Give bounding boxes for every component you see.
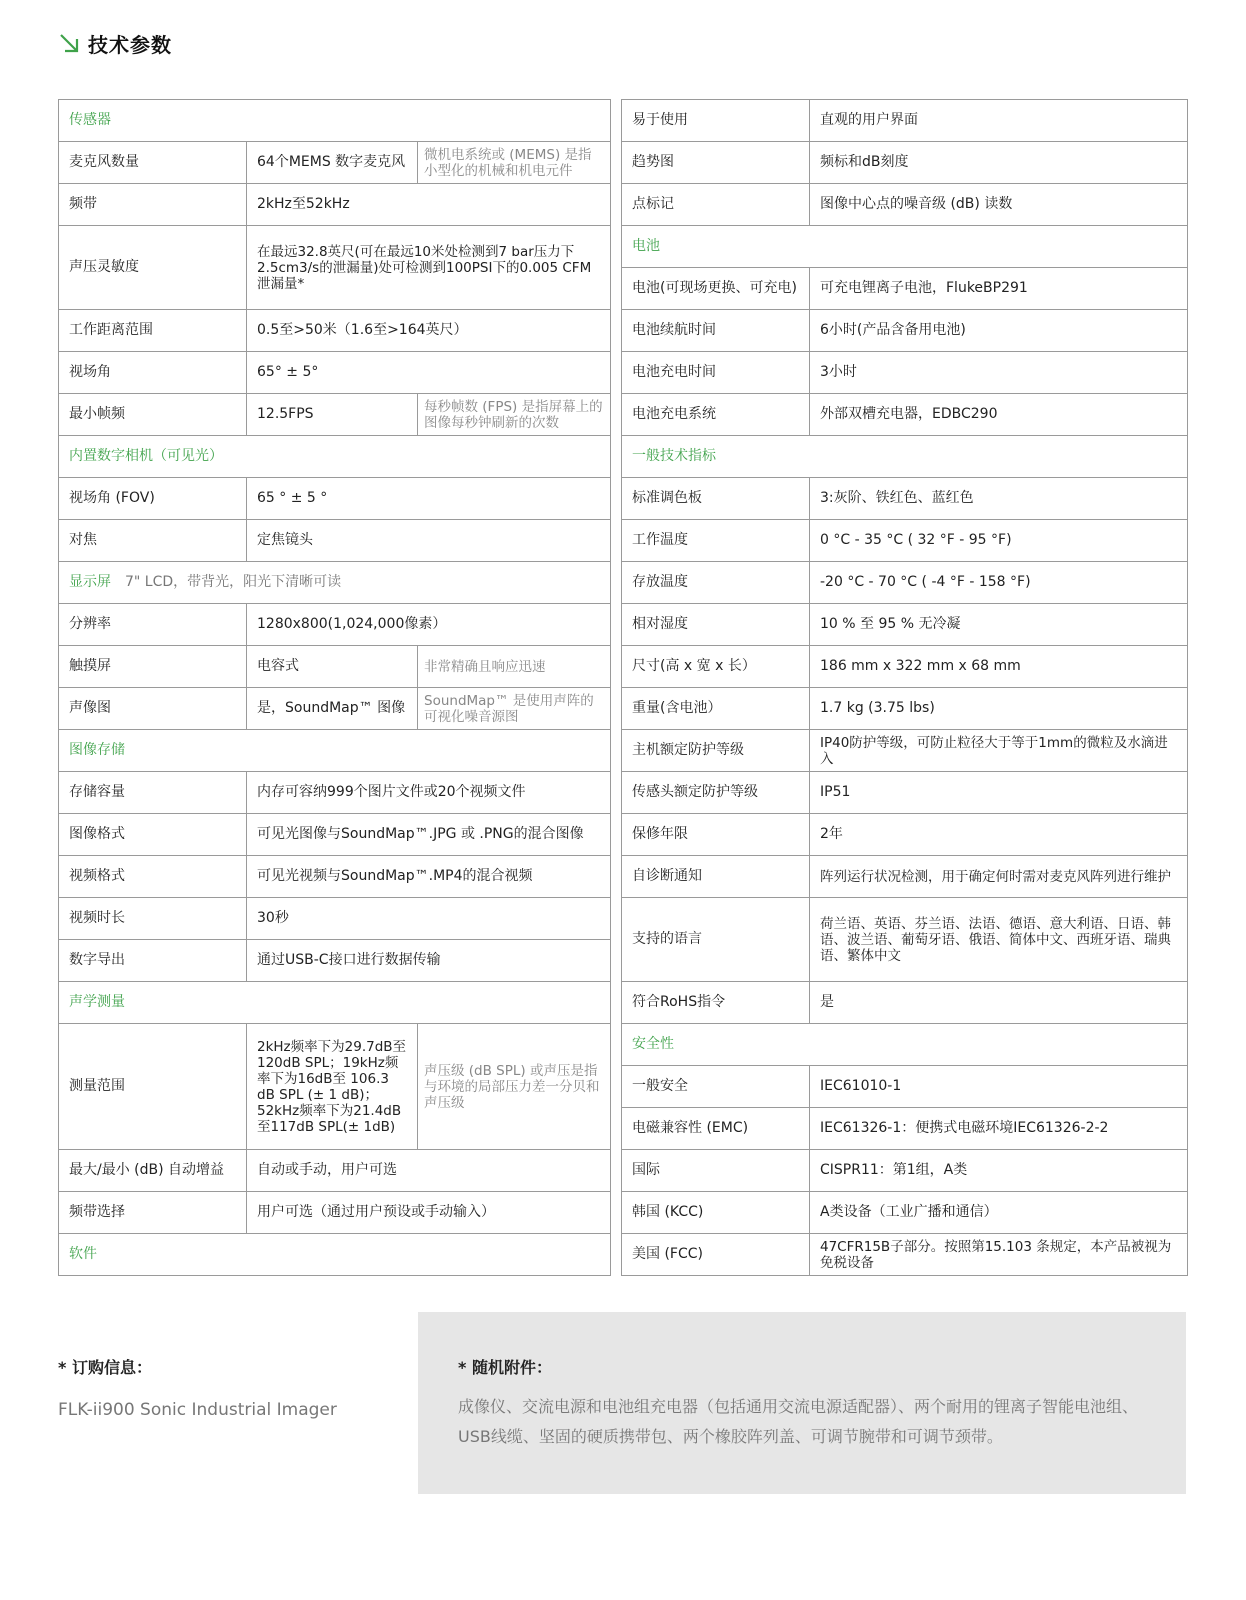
accessories-box	[418, 1312, 1186, 1494]
spec-label: 相对湿度	[622, 604, 810, 646]
section-title	[59, 730, 611, 772]
spec-row	[59, 688, 611, 730]
section-title	[622, 436, 1188, 478]
spec-row	[59, 352, 611, 394]
spec-value: 47CFR15B子部分。按照第15.103 条规定，本产品被视为免税设备	[810, 1234, 1188, 1276]
spec-value: IEC61326-1：便携式电磁环境IEC61326-2-2	[810, 1108, 1188, 1150]
spec-row	[622, 310, 1188, 352]
spec-value: 2kHz至52kHz	[247, 184, 611, 226]
spec-value: 通过USB-C接口进行数据传输	[247, 940, 611, 982]
spec-value: 0.5至>50米（1.6至>164英尺）	[247, 310, 611, 352]
order-model: FLK-ii900 Sonic Industrial Imager	[58, 1400, 337, 1420]
spec-row	[59, 898, 611, 940]
spec-label: 传感头额定防护等级	[622, 772, 810, 814]
accessories-text: 成像仪、交流电源和电池组充电器（包括通用交流电源适配器）、两个耐用的锂离子智能电池组、USB线缆、坚固的硬质携带包、两个橡胶阵列盖、可调节腕带和可调节颈带。	[458, 1397, 1139, 1446]
spec-row	[59, 1024, 611, 1150]
spec-label: 工作距离范围	[59, 310, 247, 352]
spec-value: IEC61010-1	[810, 1066, 1188, 1108]
section-title	[59, 436, 611, 478]
spec-value: 外部双槽充电器，EDBC290	[810, 394, 1188, 436]
section-header	[59, 436, 611, 478]
section-label: 电池	[632, 238, 660, 254]
section-label: 一般技术指标	[632, 448, 716, 464]
spec-label: 标准调色板	[622, 478, 810, 520]
spec-value: A类设备（工业广播和通信）	[810, 1192, 1188, 1234]
spec-label: 测量范围	[59, 1024, 247, 1150]
spec-label: 符合RoHS指令	[622, 982, 810, 1024]
spec-row	[622, 772, 1188, 814]
spec-label: 支持的语言	[622, 898, 810, 982]
spec-row	[622, 898, 1188, 982]
spec-value: 是	[810, 982, 1188, 1024]
spec-value: -20 °C - 70 °C ( -4 °F - 158 °F)	[810, 562, 1188, 604]
section-title	[59, 982, 611, 1024]
spec-value: 可充电锂离子电池，FlukeBP291	[810, 268, 1188, 310]
spec-value: IP40防护等级，可防止粒径大于等于1mm的微粒及水滴进入	[810, 730, 1188, 772]
spec-label: 分辨率	[59, 604, 247, 646]
section-label: 图像存储	[69, 742, 125, 758]
spec-label: 重量(含电池）	[622, 688, 810, 730]
section-title	[59, 100, 611, 142]
spec-value: 可见光视频与SoundMap™.MP4的混合视频	[247, 856, 611, 898]
spec-value: 内存可容纳999个图片文件或20个视频文件	[247, 772, 611, 814]
spec-value: 65 ° ± 5 °	[247, 478, 611, 520]
section-title	[59, 1234, 611, 1276]
spec-row	[622, 478, 1188, 520]
spec-row	[622, 352, 1188, 394]
section-label: 软件	[69, 1246, 97, 1262]
spec-value: 1.7 kg (3.75 lbs)	[810, 688, 1188, 730]
spec-row	[59, 604, 611, 646]
spec-row	[622, 1066, 1188, 1108]
spec-row	[59, 394, 611, 436]
spec-value: 频标和dB刻度	[810, 142, 1188, 184]
spec-row	[622, 730, 1188, 772]
arrow-down-right-icon	[58, 32, 80, 54]
spec-row	[59, 1150, 611, 1192]
spec-row	[622, 604, 1188, 646]
spec-label: 存储容量	[59, 772, 247, 814]
spec-value: 直观的用户界面	[810, 100, 1188, 142]
spec-row	[622, 982, 1188, 1024]
order-info	[58, 1355, 398, 1420]
spec-label: 最大/最小 (dB) 自动增益	[59, 1150, 247, 1192]
spec-label: 频带选择	[59, 1192, 247, 1234]
section-header	[59, 562, 611, 604]
spec-label: 图像格式	[59, 814, 247, 856]
spec-row	[622, 394, 1188, 436]
spec-label: 视场角	[59, 352, 247, 394]
spec-value: 自动或手动，用户可选	[247, 1150, 611, 1192]
spec-value: 0 °C - 35 °C ( 32 °F - 95 °F)	[810, 520, 1188, 562]
accessories-title: * 随机附件：	[458, 1358, 552, 1377]
spec-row	[59, 940, 611, 982]
section-label: 显示屏	[69, 574, 111, 590]
section-header	[622, 1024, 1188, 1066]
spec-label: 视频格式	[59, 856, 247, 898]
spec-label: 点标记	[622, 184, 810, 226]
spec-label: 存放温度	[622, 562, 810, 604]
section-title	[622, 226, 1188, 268]
spec-value: 电容式	[247, 646, 418, 688]
spec-value: 2kHz频率下为29.7dB至120dB SPL；19kHz频率下为16dB至 106.3 dB SPL (± 1 dB)；52kHz频率下为21.4dB至117dB SPL(± 1dB)	[247, 1024, 418, 1150]
spec-row	[59, 772, 611, 814]
section-title	[59, 562, 611, 604]
spec-row	[59, 226, 611, 310]
order-info-title: * 订购信息：	[58, 1358, 152, 1377]
spec-label: 自诊断通知	[622, 856, 810, 898]
spec-label: 麦克风数量	[59, 142, 247, 184]
spec-row	[622, 856, 1188, 898]
spec-note: 声压级 (dB SPL) 或声压是指与环境的局部压力差一分贝和声压级	[418, 1024, 611, 1150]
section-header	[622, 226, 1188, 268]
spec-label: 美国 (FCC)	[622, 1234, 810, 1276]
spec-table-left	[58, 99, 611, 1276]
spec-value: 是，SoundMap™ 图像	[247, 688, 418, 730]
spec-label: 国际	[622, 1150, 810, 1192]
spec-row	[622, 814, 1188, 856]
spec-row	[59, 814, 611, 856]
spec-note: SoundMap™ 是使用声阵的可视化噪音源图	[418, 688, 611, 730]
section-description: 7" LCD，带背光，阳光下清晰可读	[125, 574, 342, 590]
spec-row	[622, 142, 1188, 184]
spec-value: 65° ± 5°	[247, 352, 611, 394]
spec-label: 电池续航时间	[622, 310, 810, 352]
spec-label: 主机额定防护等级	[622, 730, 810, 772]
section-label: 安全性	[632, 1036, 674, 1052]
spec-row	[59, 646, 611, 688]
spec-table-right	[621, 99, 1188, 1276]
spec-label: 视场角 (FOV)	[59, 478, 247, 520]
spec-value: 可见光图像与SoundMap™.JPG 或 .PNG的混合图像	[247, 814, 611, 856]
spec-label: 最小帧频	[59, 394, 247, 436]
spec-value: 186 mm x 322 mm x 68 mm	[810, 646, 1188, 688]
spec-row	[59, 142, 611, 184]
spec-value: IP51	[810, 772, 1188, 814]
spec-row	[59, 478, 611, 520]
spec-value: 30秒	[247, 898, 611, 940]
spec-row	[622, 268, 1188, 310]
spec-row	[59, 1192, 611, 1234]
spec-value: 3小时	[810, 352, 1188, 394]
spec-row	[622, 184, 1188, 226]
spec-label: 电池(可现场更换、可充电)	[622, 268, 810, 310]
spec-row	[59, 184, 611, 226]
spec-label: 频带	[59, 184, 247, 226]
spec-label: 趋势图	[622, 142, 810, 184]
page-header	[58, 28, 172, 58]
spec-row	[622, 1108, 1188, 1150]
spec-value: 1280x800(1,024,000像素）	[247, 604, 611, 646]
spec-row	[622, 1192, 1188, 1234]
spec-row	[622, 1234, 1188, 1276]
spec-row	[622, 520, 1188, 562]
spec-label: 电磁兼容性 (EMC)	[622, 1108, 810, 1150]
spec-value: 12.5FPS	[247, 394, 418, 436]
spec-value: 荷兰语、英语、芬兰语、法语、德语、意大利语、日语、韩语、波兰语、葡萄牙语、俄语、简体中文、西班牙语、瑞典语、繁体中文	[810, 898, 1188, 982]
spec-value: 阵列运行状况检测，用于确定何时需对麦克风阵列进行维护	[810, 856, 1188, 898]
spec-value: 定焦镜头	[247, 520, 611, 562]
spec-label: 对焦	[59, 520, 247, 562]
spec-label: 电池充电系统	[622, 394, 810, 436]
spec-value: 3:灰阶、铁红色、蓝红色	[810, 478, 1188, 520]
section-header	[59, 100, 611, 142]
spec-label: 电池充电时间	[622, 352, 810, 394]
spec-row	[622, 1150, 1188, 1192]
spec-note: 每秒帧数 (FPS) 是指屏幕上的图像每秒钟刷新的次数	[418, 394, 611, 436]
spec-label: 尺寸(高 x 宽 x 长）	[622, 646, 810, 688]
spec-row	[622, 562, 1188, 604]
spec-value: 2年	[810, 814, 1188, 856]
page-title: 技术参数	[88, 32, 172, 57]
section-label: 内置数字相机（可见光）	[69, 448, 223, 464]
section-label: 传感器	[69, 112, 111, 128]
spec-row	[622, 100, 1188, 142]
section-title	[622, 1024, 1188, 1066]
spec-value: 图像中心点的噪音级 (dB) 读数	[810, 184, 1188, 226]
spec-label: 工作温度	[622, 520, 810, 562]
spec-value: 6小时(产品含备用电池)	[810, 310, 1188, 352]
spec-value: CISPR11：第1组，A类	[810, 1150, 1188, 1192]
spec-label: 视频时长	[59, 898, 247, 940]
spec-row	[622, 646, 1188, 688]
spec-value: 10 % 至 95 % 无冷凝	[810, 604, 1188, 646]
spec-value: 用户可选（通过用户预设或手动输入）	[247, 1192, 611, 1234]
spec-note: 非常精确且响应迅速	[418, 646, 611, 688]
spec-label: 数字导出	[59, 940, 247, 982]
spec-label: 触摸屏	[59, 646, 247, 688]
spec-row	[59, 856, 611, 898]
section-header	[622, 436, 1188, 478]
spec-row	[622, 688, 1188, 730]
spec-note: 微机电系统或 (MEMS) 是指小型化的机械和机电元件	[418, 142, 611, 184]
section-header	[59, 1234, 611, 1276]
section-label: 声学测量	[69, 994, 125, 1010]
spec-value: 64个MEMS 数字麦克风	[247, 142, 418, 184]
spec-label: 易于使用	[622, 100, 810, 142]
spec-label: 声压灵敏度	[59, 226, 247, 310]
section-header	[59, 730, 611, 772]
spec-row	[59, 520, 611, 562]
spec-value: 在最远32.8英尺(可在最远10米处检测到7 bar压力下2.5cm3/s的泄漏量)处可检测到100PSI下的0.005 CFM泄漏量*	[247, 226, 611, 310]
spec-label: 一般安全	[622, 1066, 810, 1108]
spec-label: 声像图	[59, 688, 247, 730]
spec-row	[59, 310, 611, 352]
spec-label: 保修年限	[622, 814, 810, 856]
section-header	[59, 982, 611, 1024]
spec-label: 韩国 (KCC)	[622, 1192, 810, 1234]
